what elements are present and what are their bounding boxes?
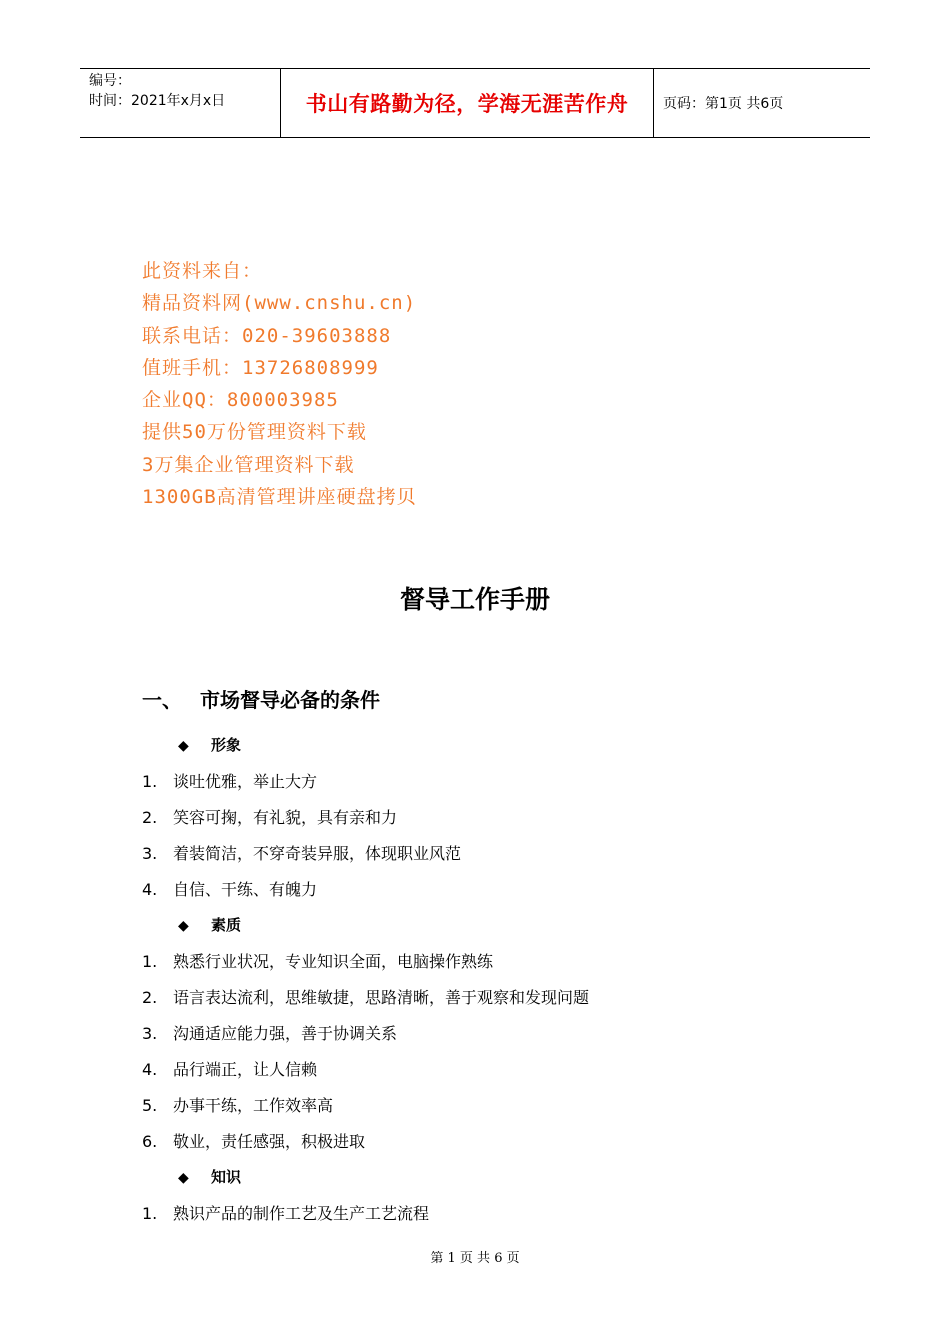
promo-line: 值班手机：13726808999	[142, 356, 379, 379]
list-item: 1. 谈吐优雅，举止大方	[142, 772, 318, 791]
document-title: 督导工作手册	[399, 585, 550, 614]
diamond-bullet-icon: ◆	[178, 738, 189, 754]
list-item: 3. 沟通适应能力强，善于协调关系	[142, 1024, 398, 1043]
subheading-knowledge	[178, 1166, 241, 1187]
promo-line: 联系电话：020-39603888	[142, 324, 392, 347]
subheading-label: 形象	[211, 736, 242, 754]
list-item: 1. 熟悉行业状况，专业知识全面，电脑操作熟练	[142, 952, 494, 971]
list-item: 6. 敬业，责任感强，积极进取	[142, 1132, 366, 1151]
promo-line: 1300GB高清管理讲座硬盘拷贝	[142, 486, 417, 509]
section-title: 市场督导必备的条件	[200, 688, 380, 712]
promo-line: 精品资料网(www.cnshu.cn)	[142, 292, 417, 315]
doc-time-label: 时间：2021年x月x日	[89, 93, 226, 109]
section-heading	[142, 684, 380, 713]
subheading-label: 知识	[211, 1168, 242, 1186]
list-item: 1. 熟识产品的制作工艺及生产工艺流程	[142, 1204, 430, 1223]
promo-block	[142, 255, 417, 513]
list-item: 2. 语言表达流利，思维敏捷，思路清晰，善于观察和发现问题	[142, 988, 590, 1007]
page-footer: 第 1 页 共 6 页	[430, 1251, 520, 1266]
list-item: 4. 品行端正，让人信赖	[142, 1060, 318, 1079]
promo-line: 企业QQ：800003985	[142, 389, 339, 412]
promo-line: 3万集企业管理资料下载	[142, 453, 355, 476]
page-header	[80, 68, 870, 138]
subheading-quality	[178, 914, 241, 935]
subheading-label: 素质	[211, 916, 242, 934]
diamond-bullet-icon: ◆	[178, 918, 189, 934]
diamond-bullet-icon: ◆	[178, 1170, 189, 1186]
header-page-info: 页码：第1页 共6页	[663, 96, 784, 112]
list-item: 5. 办事干练，工作效率高	[142, 1096, 334, 1115]
subheading-image	[178, 734, 241, 755]
promo-line: 提供50万份管理资料下载	[142, 421, 367, 444]
promo-line: 此资料来自：	[142, 260, 263, 282]
header-motto: 书山有路勤为径，学海无涯苦作舟	[281, 69, 654, 137]
list-item: 3. 着装简洁，不穿奇装异服，体现职业风范	[142, 844, 462, 863]
list-item: 4. 自信、干练、有魄力	[142, 880, 318, 899]
doc-number-label: 编号：	[89, 73, 131, 89]
section-number: 一、	[142, 688, 182, 712]
header-meta	[80, 69, 281, 137]
list-item: 2. 笑容可掬，有礼貌，具有亲和力	[142, 808, 398, 827]
